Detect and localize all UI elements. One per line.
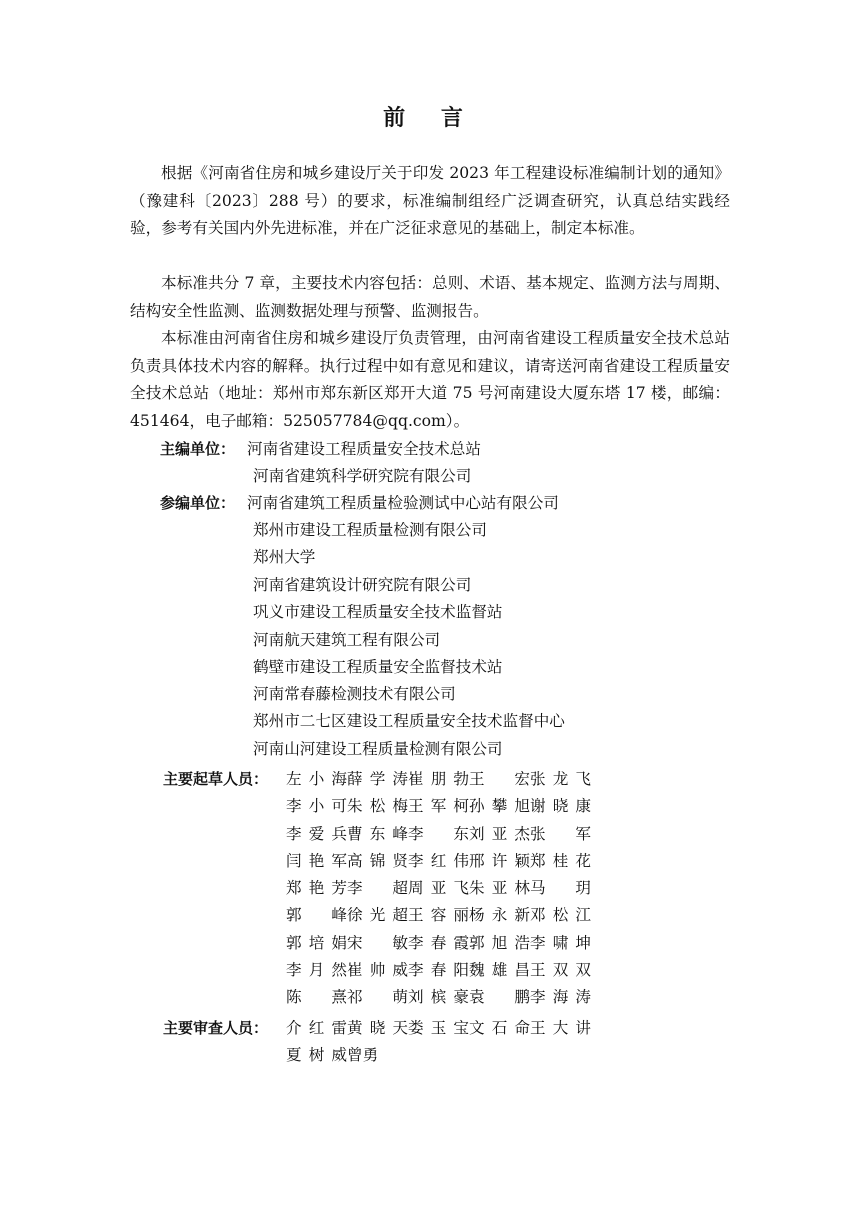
person-name: 李 超 — [347, 879, 408, 898]
chief-editor-label: 主编单位： — [160, 440, 236, 458]
person-name: 周亚飞 — [408, 879, 469, 898]
person-name: 王容丽 — [408, 906, 469, 925]
person-name: 李海涛 — [530, 988, 591, 1007]
person-name: 左小海 — [286, 770, 347, 788]
person-name: 王大讲 — [530, 1019, 591, 1037]
participant-unit: 河南常春藤检测技术有限公司 — [253, 685, 456, 703]
participant-unit: 郑州市二七区建设工程质量安全技术监督中心 — [253, 712, 565, 730]
person-name: 谢晓康 — [530, 797, 591, 816]
person-name: 李春阳 — [408, 961, 469, 980]
person-name: 郑艳芳 — [286, 879, 347, 898]
page-title: 前 言 — [383, 106, 477, 131]
person-name: 孙攀旭 — [469, 797, 530, 816]
person-name: 王双双 — [530, 961, 591, 980]
person-name: 王 宏 — [469, 770, 530, 788]
person-name: 闫艳军 — [286, 851, 347, 870]
person-name: 郑桂花 — [530, 851, 591, 870]
person-name: 文石命 — [469, 1019, 530, 1037]
person-name: 夏树威 — [286, 1046, 347, 1065]
drafters-list — [286, 766, 591, 1012]
person-name: 李爱兵 — [286, 824, 347, 843]
drafters-label: 主要起草人员： — [163, 770, 269, 788]
participant-unit: 河南省建筑设计研究院有限公司 — [253, 576, 472, 594]
person-name: 袁 鹏 — [469, 988, 530, 1007]
person-name: 曾勇 — [347, 1046, 379, 1065]
chief-editor-unit: 河南省建筑科学研究院有限公司 — [253, 467, 472, 485]
person-name: 李红伟 — [408, 851, 469, 870]
participant-unit: 巩义市建设工程质量安全技术监督站 — [253, 603, 503, 621]
person-name: 邢许颖 — [469, 851, 530, 870]
preface-paragraph: 本标准由河南省住房和城乡建设厅负责管理，由河南省建设工程质量安全技术总站负责具体技术内容的解释。执行过程中如有意见和建议，请寄送河南省建设工程质量安全技术总站（地址：郑州市郑东新区郑开大道 75 号河南建设大厦东塔 17 楼，邮编：451464，电子邮箱：525057784@qq.com）。 — [130, 329, 730, 430]
reviewers-list — [286, 1015, 591, 1070]
person-name: 朱亚林 — [469, 879, 530, 898]
person-name: 介红雷 — [286, 1019, 347, 1037]
person-name: 崔帅威 — [347, 961, 408, 980]
person-name: 郭培娟 — [286, 933, 347, 952]
person-name: 黄晓天 — [347, 1019, 408, 1037]
person-name: 杨永新 — [469, 906, 530, 925]
person-name: 刘槟豪 — [408, 988, 469, 1007]
person-name: 李春霞 — [408, 933, 469, 952]
person-name: 李月然 — [286, 961, 347, 980]
person-name: 祁 萌 — [347, 988, 408, 1007]
person-name: 马 玥 — [530, 879, 591, 898]
person-name: 李小可 — [286, 797, 347, 816]
preface-paragraph: 本标准共分 7 章，主要技术内容包括：总则、术语、基本规定、监测方法与周期、结构安全性监测、监测数据处理与预警、监测报告。 — [130, 274, 730, 320]
person-name: 李 东 — [408, 824, 469, 843]
person-name: 郭 峰 — [286, 906, 347, 925]
chief-editor-unit: 河南省建设工程质量安全技术总站 — [247, 440, 481, 458]
participant-unit: 鹤壁市建设工程质量安全监督技术站 — [253, 658, 503, 676]
participant-unit: 郑州市建设工程质量检测有限公司 — [253, 521, 487, 539]
participant-unit: 河南航天建筑工程有限公司 — [253, 631, 441, 649]
person-name: 薛学涛 — [347, 770, 408, 788]
preface-paragraph: 根据《河南省住房和城乡建设厅关于印发 2023 年工程建设标准编制计划的通知》（豫建科〔2023〕288 号）的要求，标准编制组经广泛调查研究，认真总结实践经验，参考有关国内外先进标准，并在广泛征求意见的基础上，制定本标准。 — [130, 164, 730, 237]
person-name: 徐光超 — [347, 906, 408, 925]
person-name: 宋 敏 — [347, 933, 408, 952]
person-name: 刘亚杰 — [469, 824, 530, 843]
person-name: 陈 熹 — [286, 988, 347, 1007]
participant-unit: 郑州大学 — [253, 548, 316, 566]
person-name: 张 军 — [530, 824, 591, 843]
person-name: 娄玉宝 — [408, 1019, 469, 1037]
person-name: 郭旭浩 — [469, 933, 530, 952]
participant-unit: 河南省建筑工程质量检验测试中心站有限公司 — [247, 494, 559, 512]
person-name: 朱松梅 — [347, 797, 408, 816]
participant-unit: 河南山河建设工程质量检测有限公司 — [253, 740, 503, 758]
person-name: 李啸坤 — [530, 933, 591, 952]
person-name: 曹东峰 — [347, 824, 408, 843]
person-name: 王军柯 — [408, 797, 469, 816]
person-name: 高锦贤 — [347, 851, 408, 870]
person-name: 魏雄昌 — [469, 961, 530, 980]
reviewers-label: 主要审查人员： — [163, 1019, 269, 1037]
person-name: 崔朋勃 — [408, 770, 469, 788]
person-name: 张龙飞 — [530, 770, 591, 788]
participant-label: 参编单位： — [160, 494, 236, 512]
person-name: 邓松江 — [530, 906, 591, 925]
